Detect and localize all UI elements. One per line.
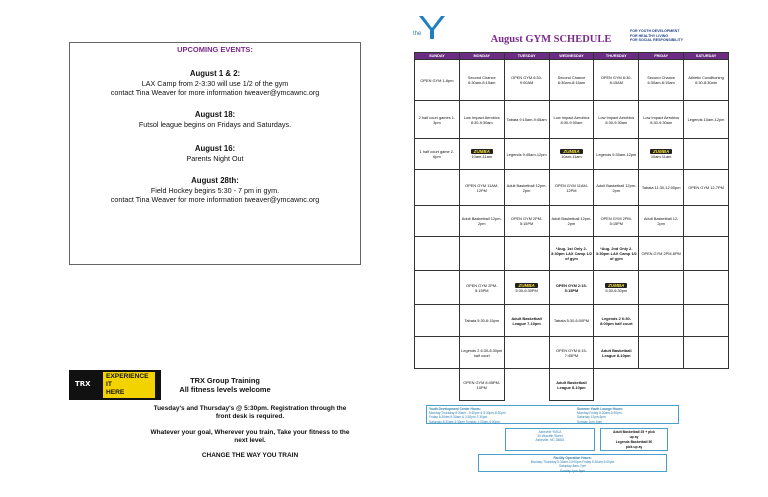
- trx-tag-line: EXPERIENCE: [106, 373, 149, 380]
- schedule-cell: [639, 305, 684, 337]
- schedule-cell: [549, 139, 594, 170]
- schedule-cell: [594, 271, 639, 305]
- hours-line: Monday-Friday 8:30am-5:30pm: [577, 411, 622, 416]
- schedule-cell: Adult Basketball 12pm-2pm: [594, 170, 639, 206]
- schedule-cell: [684, 271, 729, 305]
- pickup-line: up ay: [629, 435, 639, 439]
- class-time: 5:30-6:30pm: [605, 287, 628, 293]
- hours-line: Sunday 1pm-6pm: [577, 419, 603, 424]
- class-time: 10am-11am: [561, 154, 582, 159]
- day-header: WEDNESDAY: [549, 53, 594, 60]
- schedule-cell: Tabata 9:15am-9:45am: [504, 101, 549, 139]
- schedule-cell: OPEN GYM 1-6pm: [415, 60, 460, 101]
- event-date: August 16:: [194, 144, 236, 153]
- ymca-logo: [411, 14, 453, 40]
- hours-line: Friday 6:30am-9:30am & 3:30pm-7:30pm: [429, 415, 488, 420]
- hours-line: Sunday 1pm-6pm: [559, 468, 586, 473]
- schedule-cell: OPEN GYM 6:15-7:45PM: [549, 337, 594, 369]
- day-header: SATURDAY: [684, 53, 729, 60]
- schedule-row: [415, 139, 729, 170]
- ymca-tagline: [630, 29, 730, 43]
- schedule-cell: 1 half court game 2-6pm: [415, 139, 460, 170]
- schedule-cell: OPEN GYM 11AM-12PM: [459, 170, 504, 206]
- hours-title: Summer Youth Lounge Hours:: [577, 407, 623, 411]
- schedule-cell: Tabata 5:30-6:15pm: [459, 305, 504, 337]
- schedule-cell: Adult Basketball League 8-10pm: [549, 369, 594, 401]
- schedule-cell: Low Impact Aerobics 8:30-9:30am: [549, 101, 594, 139]
- schedule-cell: Adult Basketball 12-2pm: [639, 206, 684, 237]
- event-item: [70, 176, 360, 205]
- hours-line: Saturday 12pm-6pm: [577, 415, 606, 420]
- schedule-cell: [415, 305, 460, 337]
- schedule-cell: [639, 337, 684, 369]
- schedule-cell: [684, 237, 729, 271]
- schedule-cell: [415, 271, 460, 305]
- schedule-cell: Second Chance 6:30am-8:15am: [459, 60, 504, 101]
- event-line: Field Hockey begins 5:30 - 7 pm in gym.: [150, 185, 280, 195]
- schedule-cell: Tabata 5:30-6:00PM: [549, 305, 594, 337]
- schedule-cell: OPEN GYM 12-7PM: [684, 170, 729, 206]
- schedule-row: [415, 305, 729, 337]
- address-line: Asheville YMCA: [538, 430, 562, 434]
- schedule-cell: Legends 9:30am-12pm: [594, 139, 639, 170]
- schedule-cell: 2 half court games 1-3pm: [415, 101, 460, 139]
- schedule-cell: [684, 337, 729, 369]
- address-line: Asheville, NC 28801: [535, 438, 565, 443]
- zumba-logo: ZUMBA: [650, 149, 672, 154]
- schedule-cell: OPEN GYM 8:45PM-10PM: [459, 369, 504, 401]
- event-date: August 1 & 2:: [189, 69, 241, 78]
- schedule-cell: [415, 170, 460, 206]
- schedule-cell: Adult Basketball League 8-10pm: [594, 337, 639, 369]
- schedule-cell: OPEN GYM 6:30-9:00AM: [504, 60, 549, 101]
- schedule-row: [415, 101, 729, 139]
- address-line: 30 Woodfin Street: [537, 434, 563, 439]
- schedule-row: [415, 337, 729, 369]
- schedule-cell: [639, 369, 684, 401]
- tagline-line: FOR YOUTH DEVELOPMENT: [630, 29, 680, 33]
- schedule-cell: *Aug. 1st Only 2-3:30pm LAX Camp 1/2 of gym: [549, 237, 594, 271]
- schedule-cell: OPEN GYM 2PM-5:15PM: [594, 206, 639, 237]
- schedule-row: [415, 369, 729, 401]
- event-date: August 28th:: [191, 176, 239, 185]
- schedule-row: [415, 206, 729, 237]
- schedule-row: [415, 60, 729, 101]
- trx-logo: [69, 370, 161, 400]
- schedule-cell: [684, 139, 729, 170]
- schedule-cell: [504, 237, 549, 271]
- schedule-cell: [459, 139, 504, 170]
- schedule-cell: [415, 337, 460, 369]
- schedule-cell: [684, 206, 729, 237]
- schedule-cell: Legends 2 6:30-8:00pm half court: [594, 305, 639, 337]
- schedule-cell: OPEN GYM 2PM-5:15PM: [504, 206, 549, 237]
- schedule-table: [414, 52, 729, 401]
- schedule-cell: [594, 369, 639, 401]
- events-title: UPCOMING EVENTS:: [177, 45, 253, 54]
- trx-logo-tag: [103, 372, 155, 398]
- schedule-cell: Low Impact Aerobics 8:30-9:30am: [594, 101, 639, 139]
- schedule-row: [415, 237, 729, 271]
- schedule-cell: Second Chance 6:30am-8:15am: [549, 60, 594, 101]
- pickup-line: pick up ay: [625, 445, 643, 449]
- youth-lounge-hours: [577, 407, 623, 424]
- schedule-cell: Low Impact Aerobics 8:30-9:30am: [639, 101, 684, 139]
- schedule-cell: Adult Basketball 12pm-2pm: [459, 206, 504, 237]
- hours-title: Facility Operation Hours:: [553, 456, 592, 460]
- schedule-cell: Tabata 11:30-12:00pm: [639, 170, 684, 206]
- schedule-cell: Adult Basketball 12pm-2pm: [549, 206, 594, 237]
- day-header: SUNDAY: [415, 53, 460, 60]
- schedule-cell: *Aug. 2nd Only 2-3:30pm LAX Camp 1/2 of gym: [594, 237, 639, 271]
- class-time: 5:30-6:30PM: [515, 287, 538, 293]
- schedule-cell: Second Chance 6:30am-8:15am: [639, 60, 684, 101]
- schedule-cell: [504, 337, 549, 369]
- day-header: TUESDAY: [504, 53, 549, 60]
- trx-heading: [165, 376, 285, 394]
- class-time: 10am-11am: [650, 154, 672, 159]
- tagline-line: FOR HEALTHY LIVING: [630, 33, 669, 38]
- zumba-logo: ZUMBA: [605, 283, 627, 288]
- hours-line: Saturday 8am-7pm: [558, 464, 587, 469]
- trx-body: [150, 405, 350, 467]
- schedule-cell: [504, 271, 549, 305]
- hours-line: Monday Thursday 6:30am - 9:30pm & 5:30pm-8:30pm: [429, 411, 506, 416]
- logo-the-text: the: [413, 31, 422, 37]
- hours-line: Monday-Thursday 5:30am-10:00pm Friday 5:30am-9:00pm: [530, 460, 615, 465]
- upcoming-events-box: [69, 42, 361, 265]
- event-line: Futsol league begins on Fridays and Saturdays.: [138, 119, 292, 129]
- zumba-logo: ZUMBA: [471, 149, 493, 154]
- zumba-logo: ZUMBA: [515, 283, 537, 288]
- day-header: MONDAY: [459, 53, 504, 60]
- facility-hours-box: [478, 454, 667, 472]
- trx-para: Tuesday's and Thursday's @ 5:30pm. Registration through the front desk is required.: [153, 405, 347, 421]
- pickup-line: Legends Basketball 50: [615, 440, 653, 444]
- schedule-cell: Legends 10am-12pm: [684, 101, 729, 139]
- schedule-cell: OPEN GYM 2PM-5:15PM: [459, 271, 504, 305]
- schedule-title: August GYM SCHEDULE: [490, 34, 612, 45]
- schedule-cell: Legends 2 6:30-8:30pm half court: [459, 337, 504, 369]
- schedule-cell: [415, 369, 460, 401]
- day-header: FRIDAY: [639, 53, 684, 60]
- schedule-cell: Athletic Conditioning 6:30-8:30am: [684, 60, 729, 101]
- schedule-cell: [639, 271, 684, 305]
- schedule-cell: [684, 305, 729, 337]
- schedule-cell: Legends 9:45am-12pm: [504, 139, 549, 170]
- schedule-row: [415, 271, 729, 305]
- schedule-cell: OPEN GYM 6:30-8:15AM: [594, 60, 639, 101]
- tagline-line: FOR SOCIAL RESPONSIBILITY: [630, 38, 684, 43]
- event-line: Parents Night Out: [186, 153, 244, 163]
- trx-tag-line: IT: [106, 380, 112, 388]
- zumba-logo: ZUMBA: [560, 149, 582, 154]
- schedule-cell: OPEN GYM 11AM-12PM: [549, 170, 594, 206]
- youth-center-hours-box: [426, 405, 679, 424]
- hours-line: Saturday 8:30am-4:30pm Sunday 1:00pm-6:00pm: [429, 419, 500, 424]
- schedule-cell: OPEN GYM 2:15-5:15PM: [549, 271, 594, 305]
- day-header: THURSDAY: [594, 53, 639, 60]
- event-date: August 18:: [194, 110, 236, 119]
- schedule-cell: Adult Basketball League 7-10pm: [504, 305, 549, 337]
- schedule-cell: [415, 206, 460, 237]
- trx-heading-line: TRX Group Training: [190, 376, 260, 385]
- trx-tag-line: HERE: [106, 388, 125, 396]
- event-line: contact Tina Weaver for more information tweaver@ymcawnc.org: [110, 88, 320, 97]
- trx-heading-line: All fitness levels welcome: [179, 385, 271, 394]
- hours-title: Youth Development Center Hours:: [429, 407, 481, 411]
- schedule-cell: [459, 237, 504, 271]
- schedule-cell: [415, 237, 460, 271]
- schedule-row: [415, 170, 729, 206]
- pickup-line: Adult Basketball 35 + pick: [613, 430, 655, 434]
- event-item: [70, 110, 360, 129]
- trx-para: Whatever your goal, Wherever you train, Take your fitness to the next level.: [150, 428, 350, 444]
- schedule-cell: Low Impact Aerobics 8:30-9:30am: [459, 101, 504, 139]
- schedule-cell: [684, 369, 729, 401]
- ymca-address-box: [505, 428, 595, 451]
- schedule-cell: [504, 369, 549, 401]
- schedule-cell: Adult Basketball 12pm-2pm: [504, 170, 549, 206]
- trx-logo-word: TRX: [75, 380, 91, 388]
- event-line: contact Tina Weaver for more information tweaver@ymcawnc.org: [110, 195, 320, 204]
- event-item: [70, 69, 360, 98]
- day-header-row: [415, 53, 729, 60]
- trx-para: CHANGE THE WAY YOU TRAIN: [201, 452, 299, 460]
- schedule-cell: [639, 139, 684, 170]
- event-item: [70, 144, 360, 163]
- class-time: 10am-11am: [471, 154, 492, 159]
- pickup-basketball-box: [600, 428, 668, 451]
- schedule-cell: OPEN GYM 2PM-6PM: [639, 237, 684, 271]
- event-line: LAX Camp from 2-3:30 will use 1/2 of the gym: [141, 78, 289, 88]
